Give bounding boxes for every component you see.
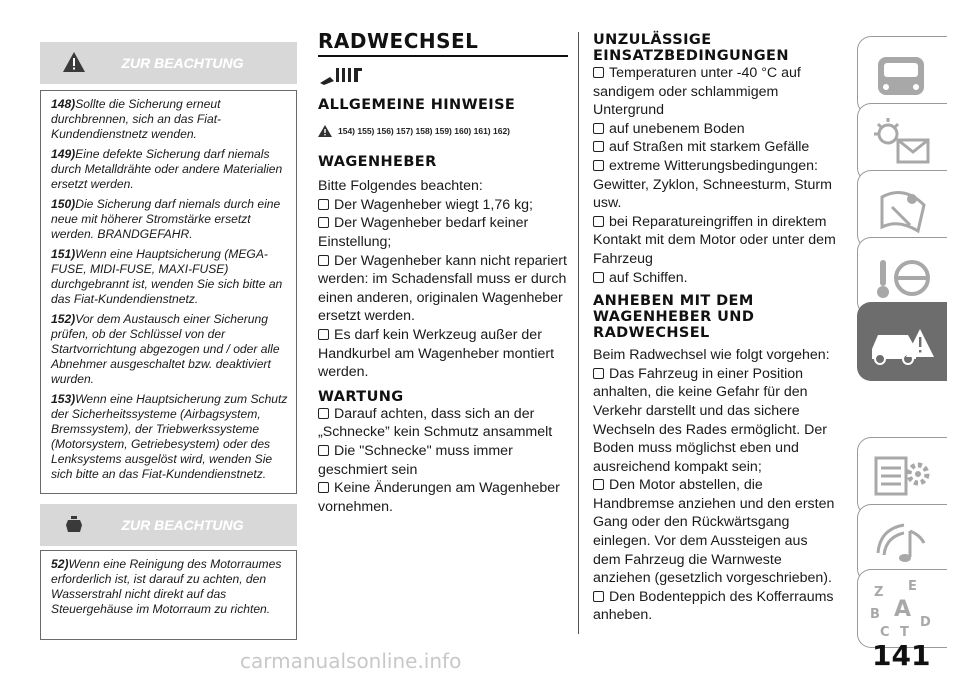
notice-item [51,97,292,142]
bullet-box-icon [318,255,329,266]
notice-item-number: 151) [51,247,76,261]
conditions-heading: UNZULÄSSIGE EINSATZBEDINGUNGEN [593,32,789,64]
warning-lights-icon [864,110,940,176]
index-letter-e: E [908,579,917,594]
bullet-box-icon [593,591,604,602]
jack-list [318,196,568,382]
general-heading: ALLGEMEINE HINWEISE [318,96,516,113]
list-item [593,120,838,139]
list-item-text: auf Straßen mit starkem Gefälle [609,139,810,156]
index-letter-d: D [920,615,931,630]
list-item-text: Temperaturen unter -40 °C auf sandigem oder schlammigem Untergrund [593,65,801,119]
notice-item-number: 52) [51,557,69,571]
middle-column [318,30,568,516]
list-item [593,365,838,477]
index-letter-c: C [880,625,890,640]
bullet-box-icon [593,272,604,283]
list-item-text: Die "Schnecke" muss immer geschmiert sein [318,442,513,478]
bullet-box-icon [593,67,604,78]
index-letter-t: T [900,625,909,640]
column-divider [578,32,579,634]
list-item [318,326,568,382]
list-item-text: auf unebenem Boden [609,120,745,137]
list-item-text: Der Wagenheber bedarf keiner Einstellung; [318,215,529,250]
bullet-box-icon [593,216,604,227]
index-icon [864,576,940,642]
list-item [593,213,838,269]
notice-item-text: Wenn eine Hauptsicherung zum Schutz der Sicherheitssysteme (Airbagsystem, Bremssystem), der Triebwerkssysteme (Motorsystem, Getriebesystem) oder des Lenksystems ausgelöst wird, wenden Sie sich bitte an das Fiat-Kundendienstnetz. [51,392,288,481]
watermark: carmanualsonline.info [240,649,462,673]
bullet-box-icon [593,160,604,171]
bullet-box-icon [593,368,604,379]
notice-item-text: Vor dem Austausch einer Sicherung prüfen, ob der Schlüssel von der Startvorrichtung abgezogen und / oder alle Abnehmer ausgeschaltet bzw. deaktiviert wurden. [51,312,280,386]
list-item [318,442,568,479]
notice-title-1: ZUR BEACHTUNG [121,55,244,71]
maintenance-icon [864,444,940,510]
refs-line [318,122,568,141]
bullet-box-icon [318,217,329,228]
notice-item [51,147,292,192]
list-item-text: extreme Witterungsbedingungen: Gewitter, Zyklon, Schneesturm, Sturm usw. [593,157,832,212]
notice-item [51,392,292,482]
notice-header-1 [40,42,297,84]
notice-box-1 [40,90,297,494]
bullet-box-icon [318,199,329,210]
list-item [318,405,568,442]
bullet-box-icon [318,445,329,456]
notice-item-text: Wenn eine Hauptsicherung (MEGA-FUSE, MIDI-FUSE, MAXI-FUSE) durchgebrannt ist, wenden Sie sich bitte an das Fiat-Kundendienstnetz. [51,247,283,306]
bullet-box-icon [318,408,329,419]
bullet-box-icon [318,482,329,493]
notice-box-2 [40,550,297,640]
notice-header-2 [40,504,297,546]
notice-item-text: Eine defekte Sicherung darf niemals durch Metalldrähte oder andere Materialien ersetzt werden. [51,147,283,191]
page-number: 141 [872,639,931,672]
notice-item [51,197,292,242]
bullet-box-icon [593,123,604,134]
maintenance-heading: WARTUNG [318,388,404,405]
page-title: RADWECHSEL [318,29,479,53]
multimedia-icon [864,511,940,577]
notice-item-text: Wenn eine Reinigung des Motorraumes erforderlich ist, ist darauf zu achten, den Wasserstrahl nicht direkt auf das Steuergehäuse im Motorraum zu richten. [51,557,282,616]
index-letter-b: B [870,607,880,622]
notice-title-2: ZUR BEACHTUNG [121,517,244,533]
bullet-box-icon [593,479,604,490]
starting-driving-icon [864,244,940,310]
safety-icon [864,177,940,243]
small-warning-icon [318,125,332,137]
list-item-text: Den Motor abstellen, die Handbremse anziehen und den ersten Gang oder den Rückwärtsgang einlegen. Vor dem Aussteigen aus dem Fahrzeug die Warnweste anziehen (gesetzlich vorgeschrieben). [593,477,835,587]
list-item [593,476,838,588]
title-rule [318,55,568,57]
list-item [318,479,568,516]
tab-index[interactable] [857,569,947,648]
list-item [593,269,838,288]
lift-intro: Beim Radwechsel wie folgt vorgehen: [593,347,830,364]
list-item-text: Es darf kein Werkzeug außer der Handkurbel am Wagenheber montiert werden. [318,326,555,381]
warning-triangle-icon [62,51,86,73]
warning-references: 154) 155) 156) 157) 158) 159) 160) 161) 162) [338,125,511,136]
list-item-text: Der Wagenheber wiegt 1,76 kg; [334,196,533,213]
emergency-icon [864,309,940,375]
bullet-box-icon [593,141,604,152]
list-item [318,214,568,251]
conditions-list [593,64,838,287]
notice-item-text: Sollte die Sicherung erneut durchbrennen, sich an das Fiat-Kundendienstnetz wenden. [51,97,222,141]
notice-item-number: 148) [51,97,76,111]
index-letter-a: A [894,597,912,622]
notice-item-text: Die Sicherung darf niemals durch eine neue mit höherer Stromstärke ersetzt werden. BRANDGEFAHR. [51,197,281,241]
notice-item [51,557,292,617]
list-item-text: bei Reparatureingriffen in direktem Kontakt mit dem Motor oder unter dem Fahrzeug [593,213,836,267]
list-item [593,64,838,120]
car-overview-icon [864,43,940,109]
jack-tool-icon [318,65,364,87]
notice-item-number: 150) [51,197,76,211]
list-item [318,252,568,326]
tab-emergency[interactable] [857,302,947,381]
notice-item-number: 149) [51,147,76,161]
index-letter-z: Z [874,585,884,600]
lift-list [593,365,838,625]
right-column [593,32,838,625]
jack-intro: Bitte Folgendes beachten: [318,178,483,195]
list-item [593,588,838,625]
notice-item-number: 153) [51,392,76,406]
list-item-text: auf Schiffen. [609,269,688,286]
maintenance-list [318,405,568,517]
engine-warning-icon [62,513,86,535]
list-item-text: Darauf achten, dass sich an der „Schnecke” kein Schmutz ansammelt [318,405,553,441]
notice-item-number: 152) [51,312,76,326]
jack-heading: WAGENHEBER [318,154,437,171]
lift-heading: ANHEBEN MIT DEM WAGENHEBER UND RADWECHSEL [593,293,755,342]
list-item-text: Keine Änderungen am Wagenheber vornehmen. [318,480,560,515]
list-item-text: Das Fahrzeug in einer Position anhalten, die keine Gefahr für den Verkehr darstellt und das sichere Wechseln des Rades ermöglicht. Der Boden muss möglichst eben und ausreichend kompakt sein; [593,365,827,475]
list-item [593,138,838,157]
list-item-text: Der Wagenheber kann nicht repariert werden: im Schadensfall muss er durch einen anderen, originalen Wagenheber ersetzt werden. [318,252,567,325]
notice-item [51,312,292,387]
list-item [318,196,568,215]
bullet-box-icon [318,329,329,340]
notice-item [51,247,292,307]
list-item-text: Den Bodenteppich des Kofferraums anheben. [593,588,834,624]
list-item [593,157,838,213]
